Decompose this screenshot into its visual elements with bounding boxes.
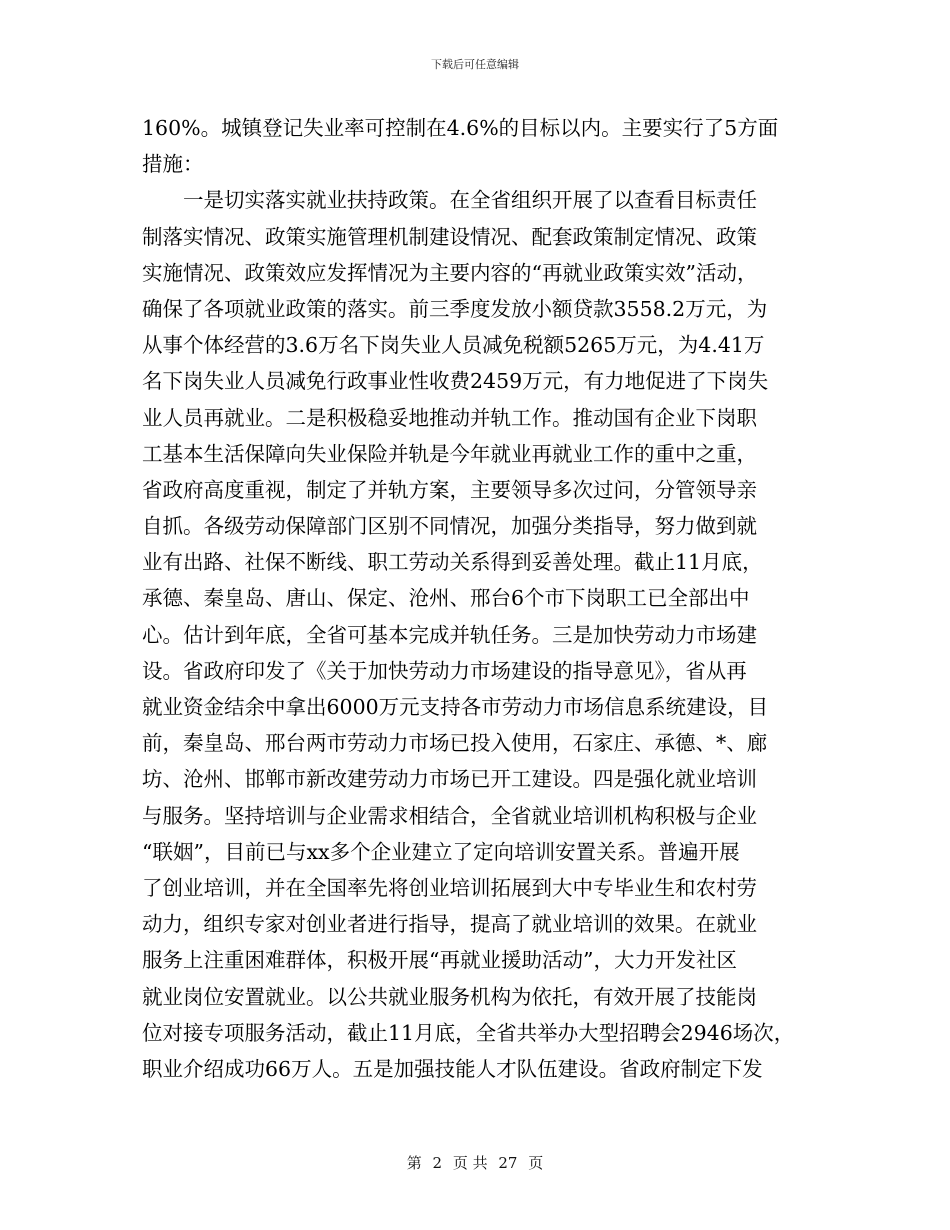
text-line: 与服务。坚持培训与企业需求相结合，全省就业培训机构积极与企业: [142, 803, 757, 828]
text-line: 确保了各项就业政策的落实。前三季度发放小额贷款3558.2万元，为: [142, 296, 768, 321]
text-line: 业有出路、社保不断线、职工劳动关系得到妥善处理。截止11月底，: [142, 550, 763, 575]
text-line: 160%。城镇登记失业率可控制在4.6%的目标以内。主要实行了5方面: [142, 116, 779, 140]
text-line: 实施情况、政策效应发挥情况为主要内容的“再就业政策实效”活动，: [142, 260, 758, 285]
text-line: 位对接专项服务活动，截止11月底，全省共举办大型招聘会2946场次，: [142, 1020, 795, 1045]
text-line: 从事个体经营的3.6万名下岗失业人员减免税额5265万元，为4.41万: [142, 333, 765, 358]
text-line: 动力，组织专家对创业者进行指导，提高了就业培训的效果。在就业: [142, 912, 757, 937]
text-line: 自抓。各级劳动保障部门区别不同情况，加强分类指导，努力做到就: [142, 514, 757, 539]
footer-mid: 页 共: [452, 1154, 488, 1172]
body-text: [142, 110, 812, 1087]
text-line: 制落实情况、政策实施管理机制建设情况、配套政策制定情况、政策: [142, 224, 757, 249]
text-line: 坊、沧州、邯郸市新改建劳动力市场已开工建设。四是强化就业培训: [142, 767, 757, 792]
text-line: 职业介绍成功66万人。五是加强技能人才队伍建设。省政府制定下发: [142, 1056, 763, 1081]
text-line: 设。省政府印发了《关于加快劳动力市场建设的指导意见》，省从再: [142, 658, 747, 683]
text-line: 措施：: [142, 152, 204, 177]
text-line: 服务上注重困难群体，积极开展“再就业援助活动”，大力开发社区: [142, 948, 737, 973]
text-line: 一是切实落实就业扶持政策。在全省组织开展了以查看目标责任: [183, 188, 757, 213]
text-line: 工基本生活保障向失业保险并轨是今年就业再就业工作的重中之重，: [142, 441, 757, 466]
footer-prefix: 第: [406, 1154, 422, 1172]
text-line: 前，秦皇岛、邢台两市劳动力市场已投入使用，石家庄、承德、*、廊: [142, 731, 768, 756]
text-line: “联姻”，目前已与xx多个企业建立了定向培训安置关系。普遍开展: [142, 839, 740, 864]
text-line: 就业资金结余中拿出6000万元支持各市劳动力市场信息系统建设，目: [142, 695, 769, 719]
footer-suffix: 页: [528, 1154, 544, 1172]
page-footer: [0, 1152, 950, 1173]
footer-page-number: 2: [432, 1154, 443, 1172]
text-line: 省政府高度重视，制定了并轨方案，主要领导多次过问，分管领导亲: [142, 477, 757, 502]
text-line: 了创业培训，并在全国率先将创业培训拓展到大中专毕业生和农村劳: [142, 875, 757, 900]
footer-total-pages: 27: [498, 1154, 518, 1172]
header-note: 下载后可任意编辑: [431, 58, 519, 71]
text-line: 名下岗失业人员减免行政事业性收费2459万元，有力地促进了下岗失: [142, 369, 769, 394]
text-line: 承德、秦皇岛、唐山、保定、沧州、邢台6个市下岗职工已全部出中: [142, 586, 750, 611]
text-line: 就业岗位安置就业。以公共就业服务机构为依托，有效开展了技能岗: [142, 984, 757, 1009]
text-line: 心。估计到年底，全省可基本完成并轨任务。三是加快劳动力市场建: [142, 622, 757, 647]
text-line: 业人员再就业。二是积极稳妥地推动并轨工作。推动国有企业下岗职: [142, 405, 757, 430]
